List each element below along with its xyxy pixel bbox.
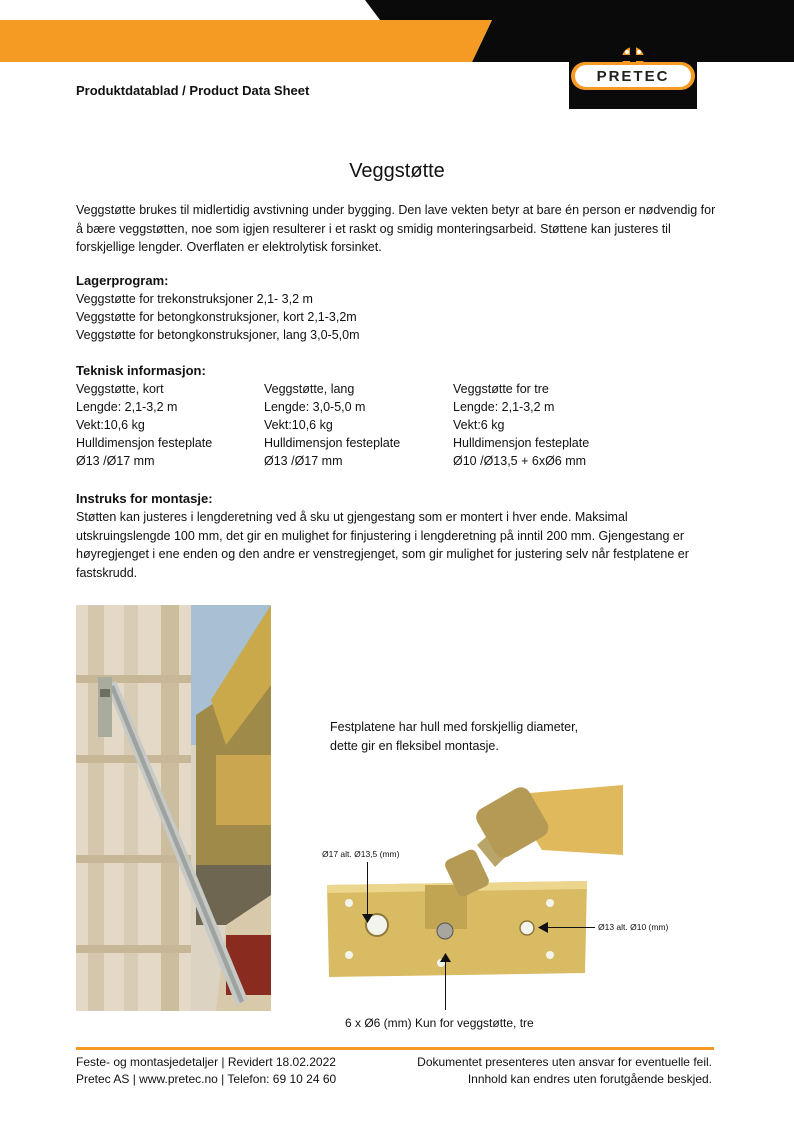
spec-column-kort <box>76 380 212 470</box>
spec-weight: Vekt:10,6 kg <box>76 418 145 432</box>
footer-right-line2: Innhold kan endres uten forutgående beskjed. <box>467 1072 712 1086</box>
lager-item: Veggstøtte for trekonstruksjoner 2,1- 3,2 m <box>76 292 313 306</box>
callout-large-hole: Ø17 alt. Ø13,5 (mm) <box>322 849 400 859</box>
footer-rule <box>76 1047 714 1050</box>
spec-weight: Vekt:10,6 kg <box>264 418 333 432</box>
spec-length: Lengde: 2,1-3,2 m <box>76 400 178 414</box>
teknisk-heading: Teknisk informasjon: <box>76 363 206 378</box>
callout-mini-holes: 6 x Ø6 (mm) Kun for veggstøtte, tre <box>345 1016 534 1030</box>
arrow-up-icon <box>440 953 451 963</box>
callout-arrow-left <box>367 862 368 920</box>
spec-column-tre <box>453 380 589 470</box>
wall-brace-photo <box>76 605 271 1011</box>
lager-heading: Lagerprogram: <box>76 273 169 288</box>
lager-item: Veggstøtte for betongkonstruksjoner, lang 3,0-5,0m <box>76 328 360 342</box>
footer-right-line1: Dokumentet presenteres uten ansvar for eventuelle feil. <box>417 1055 712 1069</box>
spec-name: Veggstøtte, kort <box>76 382 164 396</box>
spec-hole-label: Hulldimensjon festeplate <box>264 436 401 450</box>
document-type: Produktdatablad / Product Data Sheet <box>76 83 310 98</box>
footer-left-line2: Pretec AS | www.pretec.no | Telefon: 69 10 24 60 <box>76 1072 337 1086</box>
spec-name: Veggstøtte for tre <box>453 382 549 396</box>
spec-hole-value: Ø13 /Ø17 mm <box>264 454 343 468</box>
spec-column-lang <box>264 380 400 470</box>
callout-arrow-bottom <box>445 960 446 1010</box>
figure-caption-line1: Festplatene har hull med forskjellig diameter, <box>330 720 579 734</box>
page-title: Veggstøtte <box>349 160 445 182</box>
spec-name: Veggstøtte, lang <box>264 382 355 396</box>
figure-caption-line2: dette gir en fleksibel montasje. <box>330 739 499 753</box>
arrow-down-icon <box>362 914 373 924</box>
footer-left-line1: Feste- og montasjedetaljer | Revidert 18.02.2022 <box>76 1055 336 1069</box>
logo-text: PRETEC <box>596 68 670 85</box>
spec-hole-value: Ø13 /Ø17 mm <box>76 454 155 468</box>
spec-hole-value: Ø10 /Ø13,5 + 6xØ6 mm <box>453 454 587 468</box>
banner-orange-band <box>0 20 492 62</box>
intro-paragraph: Veggstøtte brukes til midlertidig avstivning under bygging. Den lave vekten betyr at bare én person er nødvendig for å bære veggstøtten, noe som igjen resulterer i et raskt og smidig monteringsarbeid. Støttene kan justeres til forskjellige lengder. Overflaten er elektrolytisk forsinket. <box>76 203 716 254</box>
spec-hole-label: Hulldimensjon festeplate <box>76 436 213 450</box>
spec-length: Lengde: 2,1-3,2 m <box>453 400 555 414</box>
instruks-heading: Instruks for montasje: <box>76 491 213 506</box>
pretec-logo <box>569 42 697 109</box>
spec-weight: Vekt:6 kg <box>453 418 505 432</box>
lager-item: Veggstøtte for betongkonstruksjoner, kort 2,1-3,2m <box>76 310 357 324</box>
arrow-left-icon <box>538 922 548 933</box>
instruks-paragraph: Støtten kan justeres i lengderetning ved å sku ut gjengestang som er montert i hver ende. Maksimal utskruingslengde 100 mm, det gir en mulighet for finjustering i lengderetning på inntil 200 mm. Gjengestang er høyregjenget i ene enden og den andre er venstregjenget, som gir mulighet for justering selv når festplatene er fastskrudd. <box>76 510 689 580</box>
callout-arrow-right <box>543 927 595 928</box>
mounting-plate-photo <box>317 785 623 994</box>
callout-small-hole: Ø13 alt. Ø10 (mm) <box>598 922 669 932</box>
spec-hole-label: Hulldimensjon festeplate <box>453 436 590 450</box>
spec-length: Lengde: 3,0-5,0 m <box>264 400 366 414</box>
